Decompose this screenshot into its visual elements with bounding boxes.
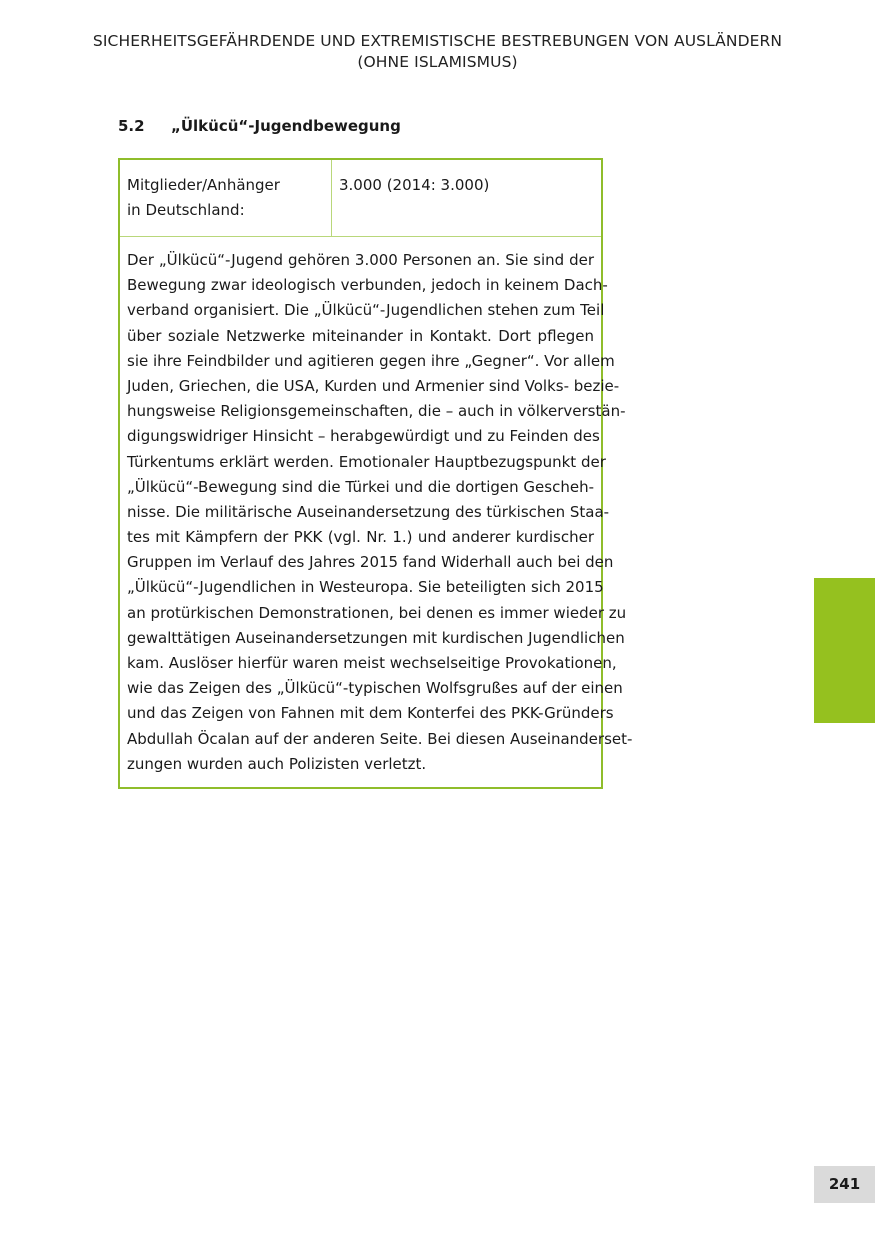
page-number: 241 — [814, 1166, 875, 1203]
body-text-line: über soziale Netzwerke miteinander in Kontakt. Dort pflegen — [127, 326, 594, 345]
body-text-line: digungswidriger Hinsicht – herabgewürdigt und zu Feinden des — [127, 427, 600, 446]
members-value: 3.000 (2014: 3.000) — [339, 176, 490, 194]
members-label-line: Mitglieder/Anhänger — [127, 176, 280, 194]
column-divider — [331, 160, 332, 236]
members-label — [127, 173, 327, 223]
info-box — [118, 158, 633, 789]
body-text-line: nisse. Die militärische Auseinandersetzung des türkischen Staa- — [127, 502, 610, 521]
section-number: 5.2 — [118, 117, 145, 135]
info-box-header-row — [120, 160, 601, 237]
body-text-line: verband organisiert. Die „Ülkücü“-Jugendlichen stehen zum Teil — [127, 301, 605, 320]
body-text-line: Türkentums erklärt werden. Emotionaler Hauptbezugspunkt der — [127, 452, 606, 471]
section-heading — [118, 117, 401, 135]
running-header — [60, 31, 815, 73]
body-text-line: und das Zeigen von Fahnen mit dem Konterfei des PKK-Gründers — [127, 704, 614, 723]
body-text-line: gewalttätigen Auseinandersetzungen mit kurdischen Jugendlichen — [127, 628, 625, 647]
body-text-line: kam. Auslöser hierfür waren meist wechselseitige Provokationen, — [127, 654, 617, 672]
body-text-line: Der „Ülkücü“-Jugend gehören 3.000 Personen an. Sie sind der — [127, 251, 594, 269]
body-text-line: Gruppen im Verlauf des Jahres 2015 fand Widerhall auch bei den — [127, 553, 614, 572]
body-text-line: „Ülkücü“-Jugendlichen in Westeuropa. Sie beteiligten sich 2015 — [127, 578, 604, 597]
body-text-line: Bewegung zwar ideologisch verbunden, jedoch in keinem Dach- — [127, 276, 608, 295]
running-header-line-2: (OHNE ISLAMISMUS) — [357, 53, 518, 71]
body-text-line: zungen wurden auch Polizisten verletzt. — [127, 754, 427, 773]
chapter-side-tab — [814, 578, 875, 723]
body-text-line: Juden, Griechen, die USA, Kurden und Armenier sind Volks- bezie- — [127, 376, 620, 395]
members-label-line: in Deutschland: — [127, 201, 245, 219]
info-box-body — [127, 248, 633, 777]
body-text-line: an protürkischen Demonstrationen, bei denen es immer wieder zu — [127, 603, 627, 622]
body-text-line: hungsweise Religionsgemeinschaften, die – auch in völkerverstän- — [127, 402, 626, 421]
section-title: „Ülkücü“-Jugendbewegung — [171, 117, 401, 135]
body-text-line: sie ihre Feindbilder und agitieren gegen ihre „Gegner“. Vor allem — [127, 351, 615, 370]
body-text-line: „Ülkücü“-Bewegung sind die Türkei und die dortigen Gescheh- — [127, 477, 594, 496]
body-text-line: Abdullah Öcalan auf der anderen Seite. Bei diesen Auseinanderset- — [127, 729, 633, 748]
body-text-line: wie das Zeigen des „Ülkücü“-typischen Wolfsgrußes auf der einen — [127, 679, 623, 698]
running-header-line-1: SICHERHEITSGEFÄHRDENDE UND EXTREMISTISCHE BESTREBUNGEN VON AUSLÄNDERN — [92, 32, 783, 50]
body-text-line: tes mit Kämpfern der PKK (vgl. Nr. 1.) und anderer kurdischer — [127, 528, 594, 547]
